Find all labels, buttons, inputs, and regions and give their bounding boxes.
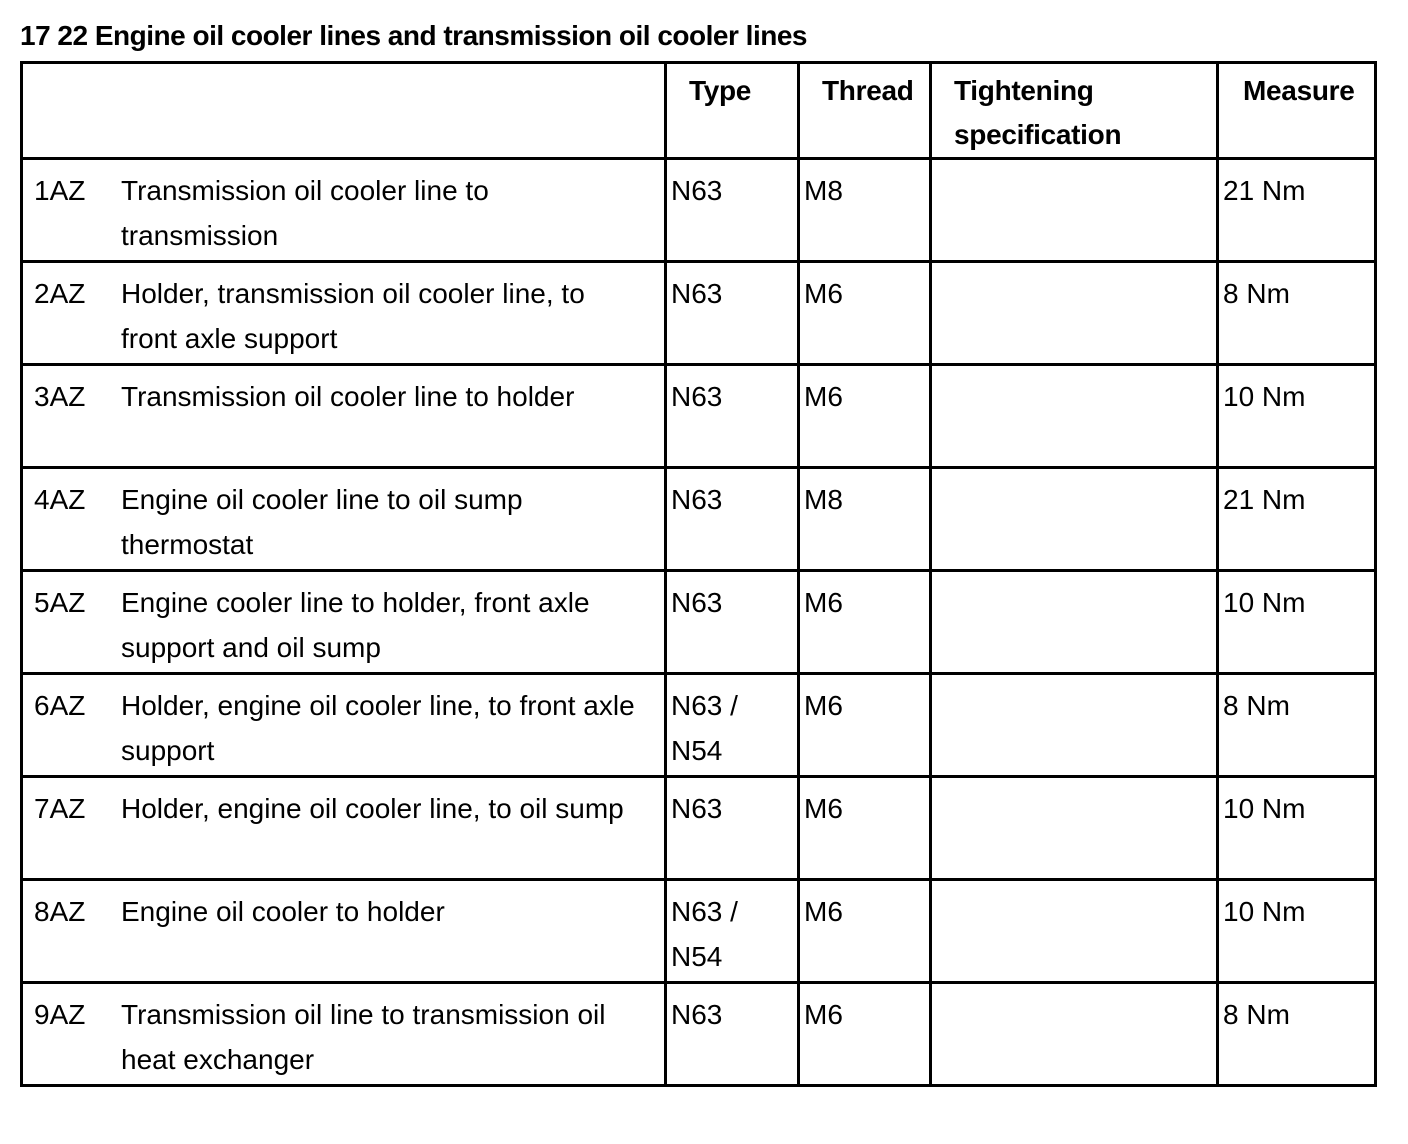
page-title: 17 22 Engine oil cooler lines and transmission oil cooler lines <box>20 20 807 51</box>
type-cell: N63 <box>666 159 799 262</box>
thread-cell: M8 <box>799 468 931 571</box>
item-number: 6AZ <box>34 690 86 721</box>
description-cell <box>22 365 666 468</box>
item-number: 8AZ <box>34 896 86 927</box>
tightening-cell <box>931 880 1218 983</box>
item-description: Transmission oil line to transmission oil heat exchanger <box>121 999 606 1075</box>
item-number: 9AZ <box>34 999 86 1030</box>
tightening-cell <box>931 777 1218 880</box>
item-number: 2AZ <box>34 278 86 309</box>
tightening-cell <box>931 159 1218 262</box>
measure-cell: 10 Nm <box>1218 365 1376 468</box>
header-tightening: Tightening specification <box>931 63 1218 159</box>
thread-cell: M6 <box>799 983 931 1086</box>
tightening-cell <box>931 674 1218 777</box>
description-cell <box>22 159 666 262</box>
header-description <box>22 63 666 159</box>
item-number: 7AZ <box>34 793 86 824</box>
item-description: Holder, engine oil cooler line, to front axle support <box>121 690 635 766</box>
header-thread: Thread <box>799 63 931 159</box>
header-measure: Measure <box>1218 63 1376 159</box>
measure-cell: 8 Nm <box>1218 983 1376 1086</box>
header-type: Type <box>666 63 799 159</box>
item-description: Engine cooler line to holder, front axle support and oil sump <box>121 587 590 663</box>
thread-cell: M6 <box>799 880 931 983</box>
type-cell: N63 / N54 <box>666 880 799 983</box>
thread-cell: M6 <box>799 365 931 468</box>
type-cell: N63 <box>666 983 799 1086</box>
description-cell <box>22 983 666 1086</box>
thread-cell: M6 <box>799 571 931 674</box>
tightening-cell <box>931 983 1218 1086</box>
item-description: Holder, engine oil cooler line, to oil sump <box>121 793 624 824</box>
thread-cell: M6 <box>799 674 931 777</box>
torque-spec-table <box>20 61 1377 1087</box>
measure-cell: 8 Nm <box>1218 262 1376 365</box>
item-description: Transmission oil cooler line to holder <box>121 381 575 412</box>
item-number: 5AZ <box>34 587 86 618</box>
measure-cell: 10 Nm <box>1218 880 1376 983</box>
type-cell: N63 <box>666 262 799 365</box>
table-row <box>22 674 1376 777</box>
thread-cell: M6 <box>799 262 931 365</box>
item-description: Holder, transmission oil cooler line, to front axle support <box>121 278 585 354</box>
item-number: 4AZ <box>34 484 86 515</box>
thread-cell: M8 <box>799 159 931 262</box>
tightening-cell <box>931 571 1218 674</box>
table-row <box>22 159 1376 262</box>
tightening-cell <box>931 365 1218 468</box>
measure-cell: 21 Nm <box>1218 468 1376 571</box>
item-number: 1AZ <box>34 175 86 206</box>
table-row <box>22 880 1376 983</box>
tightening-cell <box>931 468 1218 571</box>
type-cell: N63 / N54 <box>666 674 799 777</box>
table-row <box>22 777 1376 880</box>
description-cell <box>22 262 666 365</box>
item-number: 3AZ <box>34 381 86 412</box>
description-cell <box>22 674 666 777</box>
type-cell: N63 <box>666 365 799 468</box>
tightening-cell <box>931 262 1218 365</box>
table-row <box>22 571 1376 674</box>
type-cell: N63 <box>666 571 799 674</box>
description-cell <box>22 777 666 880</box>
measure-cell: 10 Nm <box>1218 571 1376 674</box>
table-row <box>22 262 1376 365</box>
item-description: Engine oil cooler line to oil sump thermostat <box>121 484 523 560</box>
measure-cell: 8 Nm <box>1218 674 1376 777</box>
item-description: Engine oil cooler to holder <box>121 896 445 927</box>
table-row <box>22 983 1376 1086</box>
table-row <box>22 468 1376 571</box>
description-cell <box>22 468 666 571</box>
description-cell <box>22 880 666 983</box>
table-header-row <box>22 63 1376 159</box>
item-description: Transmission oil cooler line to transmission <box>121 175 489 251</box>
table-row <box>22 365 1376 468</box>
measure-cell: 10 Nm <box>1218 777 1376 880</box>
measure-cell: 21 Nm <box>1218 159 1376 262</box>
type-cell: N63 <box>666 468 799 571</box>
thread-cell: M6 <box>799 777 931 880</box>
type-cell: N63 <box>666 777 799 880</box>
description-cell <box>22 571 666 674</box>
